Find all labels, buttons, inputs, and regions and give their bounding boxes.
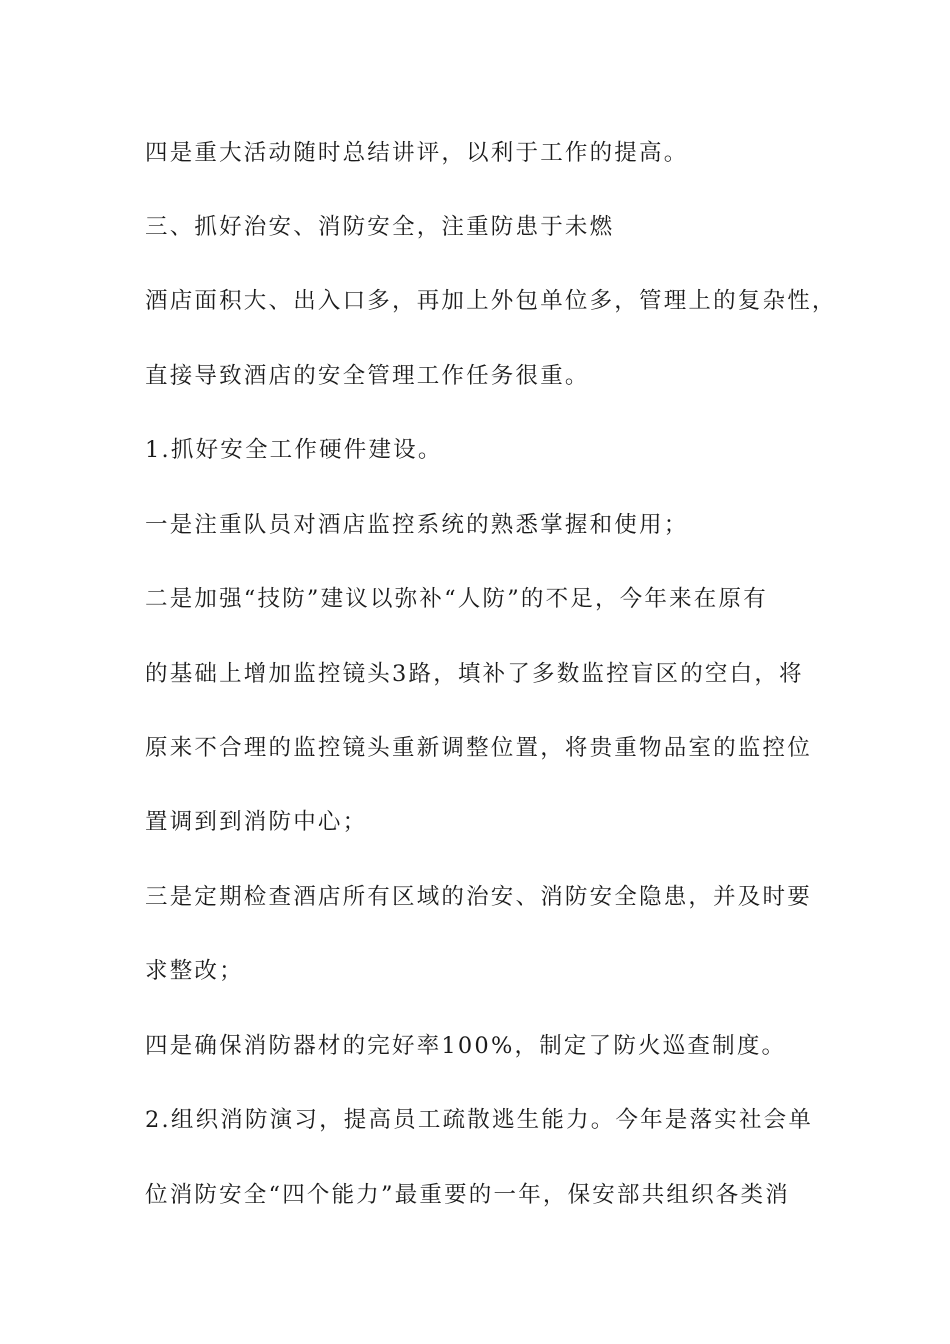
text-line: 四是重大活动随时总结讲评，以利于工作的提高。 — [145, 140, 689, 166]
text-line: 直接导致酒店的安全管理工作任务很重。 — [145, 363, 590, 389]
text-line: 三是定期检查酒店所有区域的治安、消防安全隐患，并及时要 — [145, 884, 812, 910]
text-line: 求整改； — [145, 958, 244, 984]
text-line: 置调到到消防中心； — [145, 809, 368, 835]
subsection-heading: 1.抓好安全工作硬件建设。 — [145, 437, 443, 463]
text-line: 二是加强“技防”建议以弥补“人防”的不足，今年来在原有 — [145, 586, 768, 612]
text-line: 酒店面积大、出入口多，再加上外包单位多，管理上的复杂性， — [145, 288, 837, 314]
text-line: 位消防安全“四个能力”最重要的一年，保安部共组织各类消 — [145, 1182, 790, 1208]
text-line: 的基础上增加监控镜头3路，填补了多数监控盲区的空白，将 — [145, 661, 804, 687]
text-line: 四是确保消防器材的完好率100%，制定了防火巡查制度。 — [145, 1033, 787, 1059]
subsection-heading: 2.组织消防演习，提高员工疏散逃生能力。今年是落实社会单 — [145, 1107, 814, 1133]
text-line: 一是注重队员对酒店监控系统的熟悉掌握和使用； — [145, 512, 689, 538]
text-line: 原来不合理的监控镜头重新调整位置，将贵重物品室的监控位 — [145, 735, 812, 761]
section-heading: 三、抓好治安、消防安全，注重防患于未燃 — [145, 214, 615, 240]
